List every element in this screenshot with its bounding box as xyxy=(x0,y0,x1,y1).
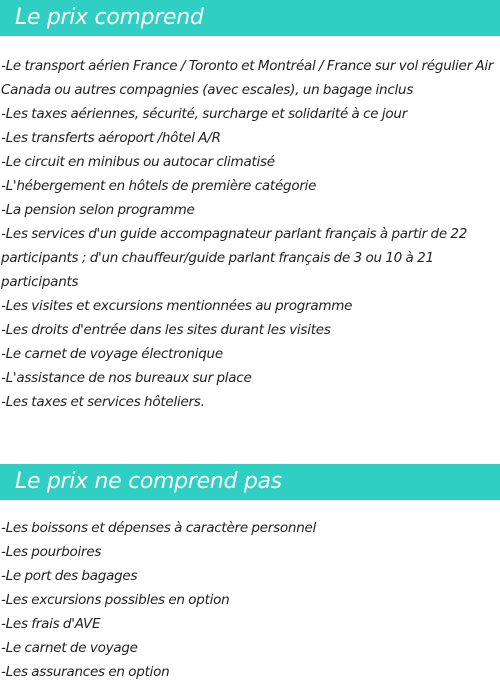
excluded-list-item: -Les pourboires xyxy=(1,544,102,560)
included-list-item: -L'hébergement en hôtels de première catégorie xyxy=(1,178,317,194)
included-list-item: -Les taxes et services hôteliers. xyxy=(1,394,205,410)
excluded-list-item: -Le port des bagages xyxy=(1,568,138,584)
included-list-item: -Le transport aérien France / Toronto et Montréal / France sur vol régulier Air Canada ou autres compagnies (avec escales), un bagage inclus xyxy=(1,58,494,98)
excluded-list-item: -Les frais d'AVE xyxy=(1,616,101,632)
included-list-item: -Les taxes aériennes, sécurité, surcharge et solidarité à ce jour xyxy=(1,106,408,122)
excluded-list-item: -Les boissons et dépenses à caractère personnel xyxy=(1,520,317,536)
excluded-list-item: -Le carnet de voyage xyxy=(1,640,138,656)
included-list xyxy=(0,54,500,414)
included-list-item: -Le circuit en minibus ou autocar climatisé xyxy=(1,154,275,170)
included-list-item: -Les visites et excursions mentionnées au programme xyxy=(1,298,353,314)
included-list-item: -Le carnet de voyage électronique xyxy=(1,346,223,362)
excluded-section-title: Le prix ne comprend pas xyxy=(15,469,282,494)
excluded-list-item: -Les excursions possibles en option xyxy=(1,592,230,608)
excluded-list xyxy=(0,516,500,684)
included-section-title: Le prix comprend xyxy=(15,5,204,30)
excluded-section-header xyxy=(0,464,500,500)
included-list-item: -Les services d'un guide accompagnateur parlant français à partir de 22 participants ; d'un chauffeur/guide parlant français de 3 ou 10 à 21 participants xyxy=(1,226,468,290)
included-list-item: -Les droits d'entrée dans les sites durant les visites xyxy=(1,322,331,338)
included-section-header xyxy=(0,0,500,36)
included-list-item: -L'assistance de nos bureaux sur place xyxy=(1,370,252,386)
included-list-item: -Les transferts aéroport /hôtel A/R xyxy=(1,130,221,146)
included-list-item: -La pension selon programme xyxy=(1,202,195,218)
excluded-list-item: -Les assurances en option xyxy=(1,664,170,680)
